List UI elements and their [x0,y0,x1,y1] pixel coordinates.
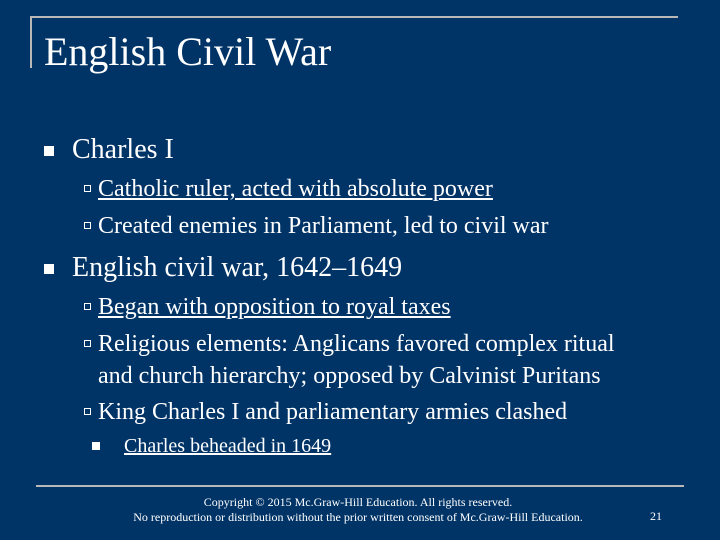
list-item: Began with opposition to royal taxes [98,294,451,320]
section-heading: English civil war, 1642–1649 [72,252,403,283]
section-heading: Charles I [72,134,174,165]
bullet-square-icon [92,442,100,450]
hollow-square-bullet-icon [84,222,91,229]
hollow-square-bullet-icon [84,408,91,415]
hollow-square-bullet-icon [84,303,91,310]
list-item: Catholic ruler, acted with absolute power [98,176,493,202]
list-item: King Charles I and parliamentary armies clashed [98,399,568,425]
slide-title: English Civil War [44,29,332,74]
title-frame-top [30,16,678,18]
sub-list-item: Charles beheaded in 1649 [124,435,332,457]
list-item: Created enemies in Parliament, led to civil war [98,213,549,239]
hollow-square-bullet-icon [84,340,91,347]
bullet-square-icon [44,264,54,274]
page-number: 21 [650,509,662,523]
list-item: Religious elements: Anglicans favored complex ritual [98,331,615,357]
title-frame-left [30,16,32,68]
copyright-line: Copyright © 2015 Mc.Graw-Hill Education. All rights reserved. [203,495,513,509]
bullet-square-icon [44,146,54,156]
list-item-continuation: and church hierarchy; opposed by Calvinist Puritans [98,363,601,389]
copyright-notice [120,495,596,525]
copyright-line: No reproduction or distribution without the prior written consent of Mc.Graw-Hill Education. [133,510,583,524]
footer-rule [36,485,684,487]
hollow-square-bullet-icon [84,185,91,192]
